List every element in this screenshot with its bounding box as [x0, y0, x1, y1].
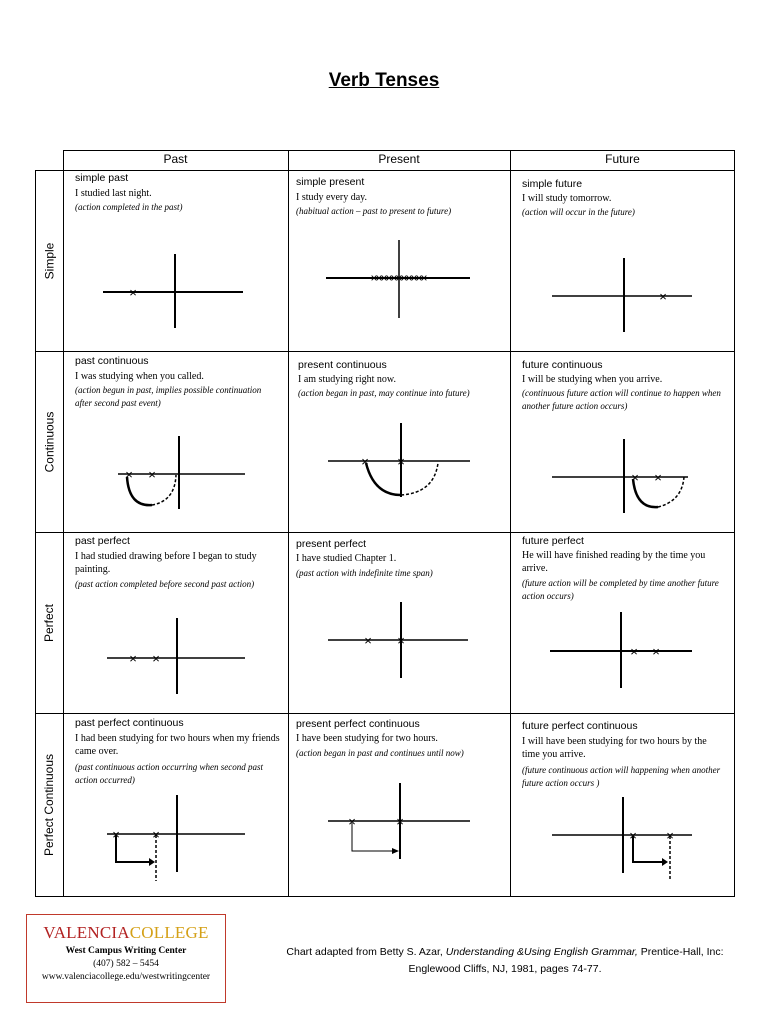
cell-past-perfect-continuous	[63, 713, 288, 897]
svg-text:×: ×	[125, 467, 133, 482]
tense-example: I will be studying when you arrive.	[522, 374, 663, 385]
tense-example: I studied last night.	[75, 188, 152, 199]
timeline-diagram	[288, 532, 510, 713]
valencia-college-logo: VALENCIACOLLEGE	[43, 923, 209, 942]
cell-simple-past	[63, 170, 288, 351]
tense-note: (action will occur in the future)	[522, 207, 635, 217]
page-title: Verb Tenses	[328, 70, 440, 91]
tense-note: (future action will be completed by time another future action occurs)	[522, 578, 719, 601]
column-header-present: Present	[378, 152, 420, 166]
svg-text:×: ×	[152, 651, 160, 666]
tense-note: (action began in past, may continue into future)	[298, 388, 470, 398]
timeline-diagram	[63, 351, 288, 532]
tense-example: I had been studying for two hours when my friends came over.	[75, 733, 280, 757]
cell-present-perfect-continuous	[288, 713, 510, 897]
tense-note: (past continuous action occurring when second past action occurred)	[75, 762, 263, 785]
column-header-future: Future	[605, 152, 640, 166]
tense-example: I had studied drawing before I began to study painting.	[75, 551, 257, 575]
tense-example: He will have finished reading by the time you arrive.	[522, 550, 706, 574]
tense-example: I will study tomorrow.	[522, 193, 612, 204]
tense-note: (action began in past and continues until now)	[296, 748, 464, 758]
svg-text:×: ×	[129, 285, 137, 300]
cell-future-continuous	[510, 351, 735, 532]
cell-simple-future	[510, 170, 735, 351]
timeline-diagram	[63, 170, 288, 351]
tense-name: future continuous	[522, 359, 603, 371]
tense-name: present perfect	[296, 538, 367, 550]
svg-text:×: ×	[348, 814, 356, 829]
tense-example: I study every day.	[296, 192, 367, 203]
timeline-diagram	[63, 713, 288, 897]
valencia-college-logo-box	[26, 914, 226, 1003]
grid-line	[35, 170, 36, 897]
tense-name: past perfect	[75, 535, 130, 547]
verb-tense-chart	[35, 150, 735, 897]
tense-name: past continuous	[75, 355, 149, 367]
timeline-diagram	[510, 532, 735, 713]
svg-text:×: ×	[361, 454, 369, 469]
cell-past-continuous	[63, 351, 288, 532]
tense-note: (action begun in past, implies possible continuation after second past event)	[75, 385, 262, 408]
svg-text:×: ×	[152, 827, 160, 842]
svg-text:×: ×	[148, 467, 156, 482]
row-header-simple: Simple	[42, 242, 56, 279]
tense-note: (future continuous action will happening when another future action occurs )	[522, 765, 721, 788]
website-url: www.valenciacollege.edu/westwritingcenter	[41, 972, 211, 982]
svg-text:×: ×	[364, 633, 372, 648]
row-header-continuous: Continuous	[42, 411, 56, 472]
svg-text:×: ×	[629, 828, 637, 843]
tense-example: I have been studying for two hours.	[296, 733, 438, 744]
cell-simple-present	[288, 170, 510, 351]
timeline-diagram	[63, 532, 288, 713]
tense-note: (past action with indefinite time span)	[296, 568, 433, 578]
source-credit: Chart adapted from Betty S. Azar, Understanding &Using English Grammar, Prentice-Hall, Inc: Englewood Cliffs, NJ, 1981, pages 74-77.	[286, 946, 724, 975]
timeline-diagram	[288, 713, 510, 897]
grid-line	[63, 150, 735, 151]
tense-name: future perfect continuous	[522, 720, 638, 732]
timeline-diagram	[510, 170, 735, 351]
timeline-diagram	[288, 170, 510, 351]
writing-center-name: West Campus Writing Center	[65, 946, 187, 956]
svg-text:×: ×	[129, 651, 137, 666]
svg-text:×: ×	[654, 470, 662, 485]
cell-past-perfect	[63, 532, 288, 713]
tense-example: I have studied Chapter 1.	[296, 553, 397, 564]
tense-note: (past action completed before second past action)	[75, 579, 255, 589]
tense-name: present continuous	[298, 359, 387, 371]
timeline-diagram	[510, 351, 735, 532]
svg-text:×: ×	[397, 633, 405, 648]
row-header-perfect: Perfect	[42, 603, 57, 642]
tense-name: past perfect continuous	[75, 717, 184, 729]
svg-text:×: ×	[631, 470, 639, 485]
tense-example: I am studying right now.	[298, 374, 396, 385]
cell-future-perfect-continuous	[510, 713, 735, 897]
svg-text:×: ×	[652, 644, 660, 659]
tense-name: simple present	[296, 176, 365, 188]
tense-note: (action completed in the past)	[75, 202, 183, 212]
tense-note: (habitual action – past to present to future)	[296, 206, 452, 216]
svg-text:×××××××××××: ×××××××××××	[370, 271, 426, 285]
tense-name: simple past	[75, 172, 129, 184]
column-header-past: Past	[163, 152, 188, 166]
tense-note: (continuous future action will continue to happen when another future action occurs)	[522, 388, 721, 411]
timeline-diagram	[510, 713, 735, 897]
cell-future-perfect	[510, 532, 735, 713]
tense-name: present perfect continuous	[296, 718, 420, 730]
cell-present-perfect	[288, 532, 510, 713]
timeline-diagram	[288, 351, 510, 532]
svg-text:×: ×	[666, 828, 674, 843]
svg-text:×: ×	[397, 454, 405, 469]
svg-text:×: ×	[659, 289, 667, 304]
row-header-perfect-continuous: Perfect Continuous	[42, 753, 56, 857]
svg-text:×: ×	[112, 827, 120, 842]
tense-name: future perfect	[522, 535, 584, 547]
cell-present-continuous	[288, 351, 510, 532]
svg-text:×: ×	[630, 644, 638, 659]
phone-number: (407) 582 – 5454	[93, 959, 159, 969]
svg-text:×: ×	[396, 814, 404, 829]
tense-example: I was studying when you called.	[75, 371, 204, 382]
tense-example: I will have been studying for two hours by the time you arrive.	[522, 736, 707, 760]
tense-name: simple future	[522, 178, 583, 190]
